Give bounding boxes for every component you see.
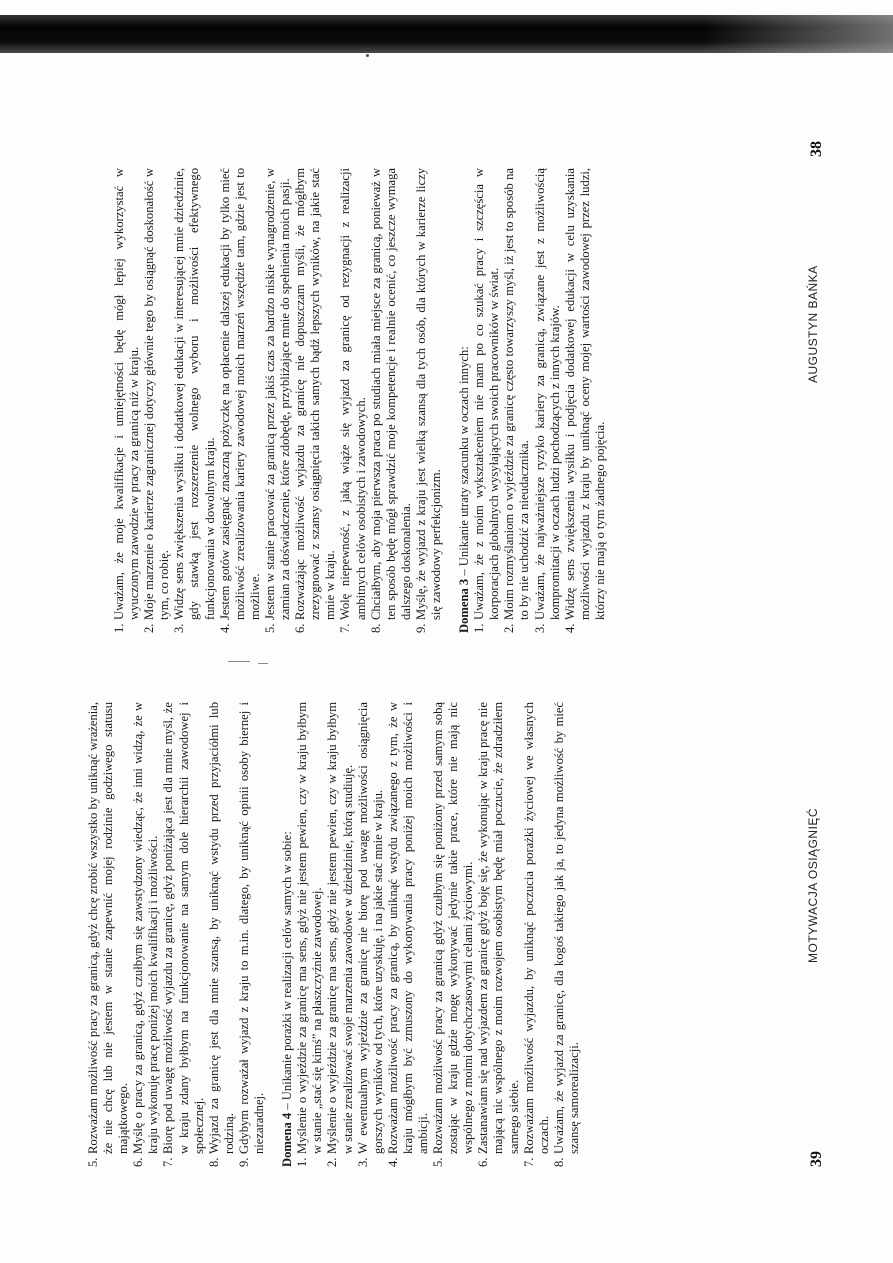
list-item: 1. Uważam, że moje kwalifikacje i umiejętności będę mógł lepiej wykorzystać w wyuczonym zawodzie w pracy za granicą niż w kraju. <box>112 168 142 633</box>
list-item: 1. Myślenie o wyjeździe za granicę ma sens, gdyż nie jestem pewien, czy w kraju byłbym w stanie „stać się kimś” na płaszczyźnie zawodowej. <box>295 702 325 1167</box>
list-item: 7. Wolę niepewność, z jaką wiąże się wyjazd za granicę od rezygnacji z realizacji ambitnych celów osobistych i zawodowych. <box>338 168 368 633</box>
domain3-item-list <box>472 168 608 633</box>
list-item: 9. Myślę, że wyjazd z kraju jest wielką szansą dla tych osób, dla których w karierze liczy się zawodowy perfekcjonizm. <box>413 168 443 633</box>
page-number-left: 38 <box>808 141 825 157</box>
list-item: 4. Rozważam możliwość pracy za granicą, by uniknąć wstydu związanego z tym, że w kraju mógłbym być zmuszony do wykonywania pracy poniżej moich możliwości i ambicji. <box>385 702 430 1167</box>
list-item: 6. Zastanawiam się nad wyjazdem za granicę gdyż boję się, że wykonując w kraju pracę nie mającą nic wspólnego z moim rozwojem osobistym będę miał poczucie, że zdradziłem samego siebie. <box>476 702 521 1167</box>
list-item: 4. Jestem gotów zasięgnąć znaczną pożyczkę na opłacenie dalszej edukacji by tylko mieć możliwość zrealizowania kariery zawodowej moich marzeń wszędzie tam, gdzie jest to możliwe. <box>217 168 262 633</box>
list-item: 5. Jestem w stanie pracować za granicą przez jakiś czas za bardzo niskie wynagrodzenie, w zamian za doświadczenie, które zdobędę, przybliżające mnie do spełnienia moich pasji. <box>262 168 293 633</box>
domain3-continued-item-list <box>86 702 267 1167</box>
left-page-text <box>112 168 608 633</box>
list-item: 3. W ewentualnym wyjeździe za granicę nie biorę pod uwagę możliwości osiągnięcia gorszych wyników od tych, które uzyskuję, i na jakie stać mnie w kraju. <box>355 702 385 1167</box>
list-item: 1. Uważam, że z moim wykształceniem nie mam po co szukać pracy i szczęścia w korporacjach globalnych wysyłających swoich pracowników w świat. <box>472 168 502 633</box>
list-item: 6. Rozważając możliwość wyjazdu za granicę nie dopuszczam myśli, że mógłbym zrezygnować z szansy osiągnięcia takich samych bądź lepszych wyników, na jakie stać mnie w kraju. <box>293 168 338 633</box>
list-item: 5. Rozważam możliwość pracy za granicą, gdyż chcę zrobić wszystko by uniknąć wrażenia, że nie chcę lub nie jestem w stanie zapewnić mojej rodzinie godziwego statusu majątkowego. <box>86 702 131 1167</box>
domain2-item-list <box>112 168 444 633</box>
domain3-heading: Domena 3 – Unikanie utraty szacunku w oczach innych: <box>457 346 472 633</box>
page-number-right: 39 <box>808 1151 825 1167</box>
list-item: 3. Uważam, że najważniejsze ryzyko kariery za granicą, związane jest z możliwością kompromitacji w oczach ludzi pochodzących z innych krajów. <box>532 168 562 633</box>
list-item: 7. Biorę pod uwagę możliwość wyjazdu za granicę, gdyż poniżająca jest dla mnie myśl, że w kraju zdany byłbym na funkcjonowanie na samym dole hierarchii zawodowej i społecznej. <box>161 702 206 1167</box>
running-head-right: MOTYWACJA OSIĄGNIĘĆ <box>806 807 820 963</box>
list-item: 4. Widzę sens zwiększenia wysiłku i podjęcia dodatkowej edukacji w celu uzyskania możliwości wyjazdu z kraju by uniknąć oceny mojej wartości zawodowej przez ludzi, którzy nie mają o tym żadnego pojęcia. <box>562 168 607 633</box>
list-item: 7. Rozważam możliwość wyjazdu, by uniknąć poczucia porażki życiowej we własnych oczach. <box>521 702 551 1167</box>
list-item: 6. Myślę o pracy za granicą, gdyż czułbym się zawstydzony wiedząc, że inni widzą, że w kraju wykonuję pracę poniżej moich kwalifikacji i możliwości. <box>131 702 161 1167</box>
right-page-text <box>86 702 582 1167</box>
list-item: 3. Widzę sens zwiększenia wysiłku i dodatkowej edukacji w interesującej mnie dziedzinie, gdy stawką jest rozszerzenie wolnego wyboru i możliwości efektywnego funkcjonowania w dowolnym kraju. <box>172 168 217 633</box>
list-item: 2. Myślenie o wyjeździe za granicę ma sens, gdyż nie jestem pewien, czy w kraju byłbym w stanie zrealizować swoje marzenia zawodowe w dziedzinie, którą studiuję. <box>325 702 355 1167</box>
list-item: 8. Uważam, że wyjazd za granicę, dla kogoś takiego jak ja, to jedyna możliwość by mieć szansę samorealizacji. <box>551 702 581 1167</box>
list-item: 8. Wyjazd za granicę jest dla mnie szansą, by uniknąć wstydu przed przyjaciółmi lub rodziną. <box>206 702 236 1167</box>
list-item: 2. Moje marzenie o karierze zagranicznej dotyczy głównie tego by osiągnąć doskonałość w tym, co robię. <box>142 168 172 633</box>
list-item: 5. Rozważam możliwość pracy za granicą gdyż czułbym się poniżony przed samym sobą zostając w kraju gdzie mogę wykonywać jedynie takie prace, które nie mają nic wspólnego z moimi dotychczasowymi celami życiowymi. <box>431 702 476 1167</box>
domain4-item-list <box>295 702 582 1167</box>
domain4-heading: Domena 4 – Unikanie porażki w realizacji celów samych w sobie: <box>280 831 295 1167</box>
list-item: 9. Gdybym rozważał wyjazd z kraju to m.in. dlatego, by uniknąć opinii osoby biernej i niezaradnej. <box>236 702 267 1167</box>
list-item: 8. Chciałbym, aby moja pierwsza praca po studiach miała miejsce za granicą, ponieważ w ten sposób będę mógł sprawdzić moje kompetencje i realnie ocenić, co jeszcze wymaga dalszego doskonalenia. <box>368 168 413 633</box>
list-item: 2. Moim rozmyślaniom o wyjeździe za granicę często towarzyszy myśl, iż jest to sposób na to by nie uchodzić za nieudacznika. <box>502 168 532 633</box>
running-head-left: AUGUSTYN BAŃKA <box>806 265 820 383</box>
